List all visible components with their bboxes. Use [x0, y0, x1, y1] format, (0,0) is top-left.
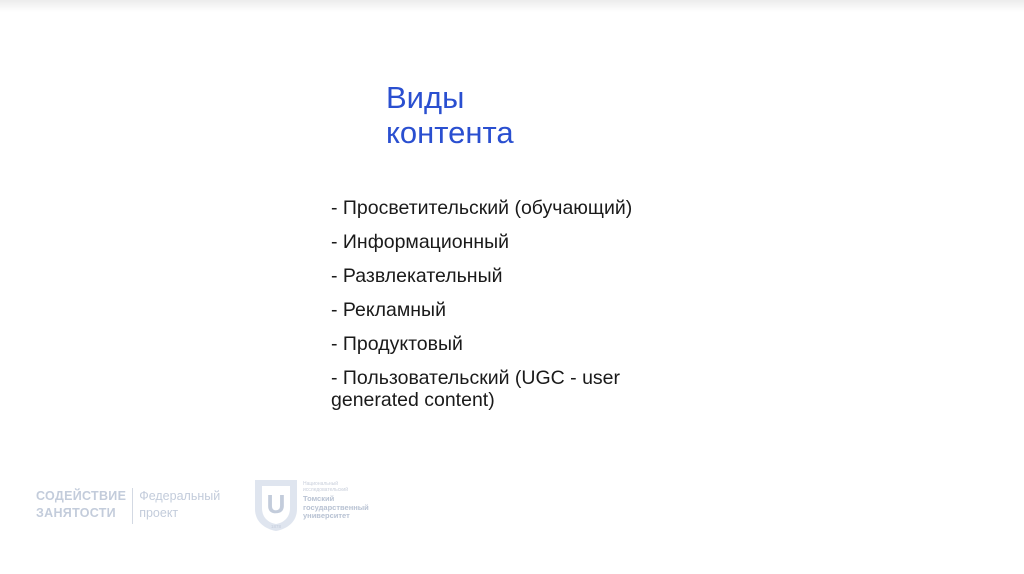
- list-item: - Рекламный: [331, 299, 446, 321]
- university-mark: U: [266, 489, 286, 519]
- list-item: - Продуктовый: [331, 333, 463, 355]
- university-name-line-3: университет: [303, 511, 350, 520]
- university-text: [303, 481, 369, 521]
- university-name-line-2: государственный: [303, 502, 369, 512]
- project-subtitle-line-1: Федеральный: [139, 489, 221, 503]
- title-line-2: контента: [386, 115, 514, 150]
- project-name-line-1: СОДЕЙСТВИЕ: [36, 489, 127, 503]
- list-item: - Информационный: [331, 231, 510, 253]
- project-name: [36, 488, 126, 522]
- content-types-list: [331, 197, 691, 423]
- slide-title: [386, 80, 514, 150]
- university-small-line-2: исследовательский: [303, 487, 348, 493]
- university-shield-icon: [252, 477, 300, 533]
- university-name-line-1: Томский: [303, 494, 335, 503]
- list-item: - Просветительский (обучающий): [331, 197, 633, 219]
- university-year: 1878: [270, 524, 282, 529]
- university-small-line-1: Национальный: [303, 481, 339, 487]
- list-item: - Пользовательский (UGC - user generated content): [331, 367, 621, 411]
- employment-project-logo: [36, 488, 220, 524]
- university-logo: [252, 477, 369, 533]
- project-subtitle: [139, 488, 220, 522]
- project-subtitle-line-2: проект: [139, 506, 179, 520]
- list-item: - Развлекательный: [331, 265, 503, 287]
- logo-divider: [132, 488, 133, 524]
- title-line-1: Виды: [386, 80, 465, 115]
- project-name-line-2: ЗАНЯТОСТИ: [36, 506, 116, 520]
- top-shadow-band: [0, 0, 1024, 12]
